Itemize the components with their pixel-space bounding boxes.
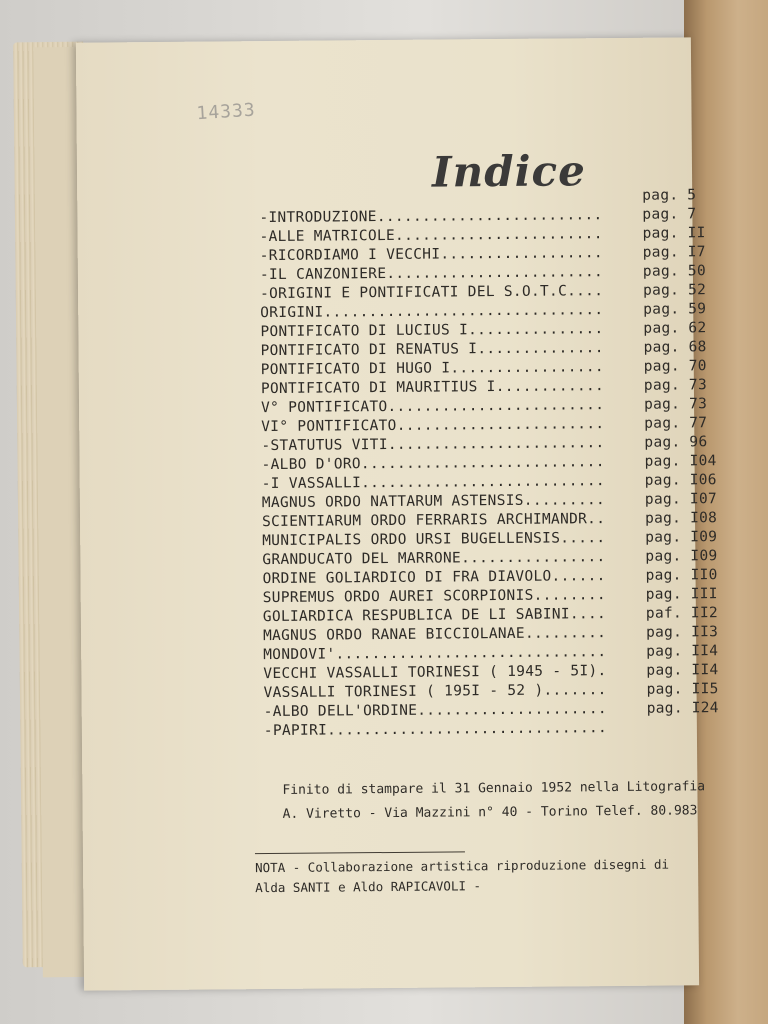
toc-entry-title: MUNICIPALIS ORDO URSI BUGELLENSIS..... [262, 530, 606, 550]
toc-entry-page-label: pag. [642, 187, 679, 204]
toc-entry-title: -ALBO DELL'ORDINE..................... [263, 701, 607, 721]
toc-entry-title: MAGNUS ORDO RANAE BICCIOLANAE......... [262, 625, 607, 645]
toc-entry-page-number: I7 [687, 244, 706, 261]
index-page [76, 37, 719, 990]
toc-entry-page-label: pag. [645, 624, 683, 641]
toc-entry-page-number: 52 [687, 282, 707, 299]
toc-entry-title: -ORIGINI E PONTIFICATI DEL S.O.T.C.... [260, 283, 604, 303]
toc-entry-page-number: I08 [689, 510, 718, 527]
divider [255, 851, 465, 854]
toc-entry-page-number: III [690, 586, 718, 603]
toc-entry-page-number: 96 [689, 434, 708, 451]
toc-entry-page-number: 73 [688, 396, 708, 413]
colophon-line: A. Viretto - Via Mazzini n° 40 - Torino Telef. 80.983 [282, 803, 698, 822]
toc-entry-title: SUPREMUS ORDO AUREI SCORPIONIS........ [262, 587, 606, 607]
toc-entry-page-label: pag. [644, 491, 682, 508]
nota-line: NOTA - Collaborazione artistica riproduzione disegni di [255, 856, 670, 876]
toc-entry-page-label: pag. [643, 320, 680, 337]
toc-entry-page-label: pag. [642, 263, 680, 280]
nota-line: Alda SANTI e Aldo RAPICAVOLI - [255, 878, 482, 896]
toc-entry-title: PONTIFICATO DI RENATUS I.............. [260, 340, 604, 360]
toc-entry-page-number: II2 [690, 605, 719, 622]
toc-entry-page-label: pag. [642, 282, 680, 299]
toc-entry-page-label: pag. [646, 681, 683, 698]
toc-entry-page-label: paf. [645, 605, 683, 622]
toc-entry-page-number: II5 [691, 681, 719, 698]
toc-entry-page-number: I24 [691, 700, 719, 717]
toc-entry-page-number: I07 [689, 491, 718, 508]
toc-entry-title: MONDOVI'.............................. [263, 644, 607, 664]
nota [255, 854, 745, 898]
toc-entry-title: ORIGINI............................... [260, 302, 604, 322]
toc-entry-title: -IL CANZONIERE........................ [259, 264, 604, 284]
pencil-inventory-number: 14333 [195, 99, 257, 125]
toc-entry-page-label: pag. [644, 415, 681, 432]
toc-entry-page-label: pag. [642, 244, 679, 261]
toc-entry-page-number: 77 [689, 415, 708, 432]
toc-entry-page-label: pag. [642, 206, 679, 223]
toc-entry-page-number: 5 [687, 187, 697, 204]
toc-entry-page-label: pag. [644, 472, 681, 489]
toc-entry-page-number: II0 [690, 567, 718, 584]
toc-entry-title: -ALLE MATRICOLE....................... [259, 226, 603, 246]
toc-entry-title: GOLIARDICA RESPUBLICA DE LI SABINI.... [262, 606, 607, 626]
toc-entry-page-label: pag. [645, 567, 682, 584]
toc-entry-page-number: II [687, 225, 706, 242]
toc-entry-title: -I VASSALLI........................... [261, 473, 605, 493]
toc-entry-page-label: pag. [642, 225, 679, 242]
page-title: Indice [431, 146, 587, 197]
toc-entry-title: VECCHI VASSALLI TORINESI ( 1945 - 5I). [263, 663, 607, 683]
toc-entry-title: V° PONTIFICATO........................ [261, 397, 605, 417]
toc-entry-page-number: II3 [690, 624, 719, 641]
toc-entry-title: -STATUTUS VITI........................ [261, 435, 605, 455]
toc-entry-page-label: pag. [646, 643, 683, 660]
toc-entry-title: ORDINE GOLIARDICO DI FRA DIAVOLO...... [262, 568, 606, 588]
toc-entry-page-label: pag. [646, 700, 683, 717]
toc-entry-page-label: pag. [644, 510, 682, 527]
toc-entry-page-number: 50 [687, 263, 707, 280]
toc-entry-page-number: II4 [691, 643, 719, 660]
toc-entry-page-number: I06 [689, 472, 717, 489]
toc-entry-title: -RICORDIAMO I VECCHI.................. [259, 245, 603, 265]
toc-entry-title: -INTRODUZIONE......................... [259, 207, 603, 227]
toc-entry-page-label: pag. [645, 586, 682, 603]
toc-entry-page-label: pag. [645, 529, 682, 546]
toc-entry-page-number: I09 [690, 548, 718, 565]
toc-entry-page-label: pag. [643, 339, 680, 356]
toc-entry-page-label: pag. [643, 358, 680, 375]
toc-entry-page-number: 73 [688, 377, 708, 394]
toc-entry-page-number: 62 [688, 320, 707, 337]
toc-entry-page-label: pag. [644, 453, 681, 470]
toc-entry-page-number: 70 [688, 358, 707, 375]
toc-entry-title: GRANDUCATO DEL MARRONE................ [262, 549, 606, 569]
toc-entry-title: MAGNUS ORDO NATTARUM ASTENSIS......... [261, 492, 606, 512]
toc-entry-page-number: 68 [688, 339, 707, 356]
toc-entry-page-label: pag. [643, 301, 680, 318]
toc-entry-title: PONTIFICATO DI MAURITIUS I............ [260, 378, 605, 398]
toc-entry-title: -PAPIRI............................... [263, 720, 608, 740]
toc-entry-title: -ALBO D'ORO........................... [261, 454, 605, 474]
toc-entry-page-label: pag. [645, 548, 682, 565]
toc-entry-title: SCIENTIARUM ORDO FERRARIS ARCHIMANDR.. [261, 511, 606, 531]
toc-entry-page-number: II4 [691, 662, 719, 679]
colophon-line: Finito di stampare il 31 Gennaio 1952 nella Litografia [282, 779, 706, 798]
toc-entry-page-number: 7 [687, 206, 697, 223]
toc-entry-title: PONTIFICATO DI LUCIUS I............... [260, 321, 604, 341]
toc-entry-page-label: pag. [643, 377, 681, 394]
colophon [282, 775, 752, 827]
toc-entry-page-label: pag. [644, 434, 681, 451]
toc-entry-title: VASSALLI TORINESI ( 195I - 52 )....... [263, 682, 607, 702]
toc-entry-page-label: pag. [643, 396, 681, 413]
toc-entry-title: VI° PONTIFICATO....................... [261, 416, 605, 436]
toc-entry-page-number: 59 [688, 301, 707, 318]
toc-entry-title: PONTIFICATO DI HUGO I................. [260, 359, 604, 379]
toc-entry-page-number: I09 [690, 529, 718, 546]
toc-entry-page-number: I04 [689, 453, 717, 470]
toc-entry-page-label: pag. [646, 662, 683, 679]
